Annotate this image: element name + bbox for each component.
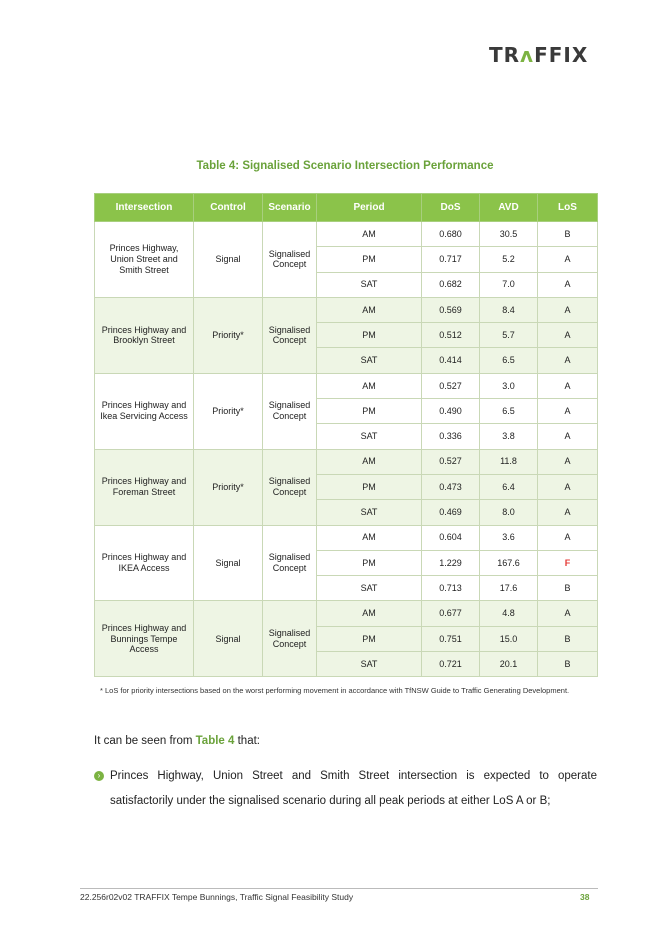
avd-cell: 5.2	[480, 247, 538, 272]
scenario-cell: Signalised Concept	[263, 222, 317, 298]
period-cell: PM	[317, 474, 422, 499]
dos-cell: 0.569	[422, 297, 480, 322]
avd-cell: 20.1	[480, 652, 538, 677]
avd-cell: 6.5	[480, 399, 538, 424]
column-header: DoS	[422, 194, 480, 222]
avd-cell: 15.0	[480, 626, 538, 651]
los-cell: A	[538, 348, 598, 373]
los-cell: B	[538, 626, 598, 651]
scenario-cell: Signalised Concept	[263, 601, 317, 677]
avd-cell: 30.5	[480, 222, 538, 247]
scenario-cell: Signalised Concept	[263, 525, 317, 601]
period-cell: AM	[317, 222, 422, 247]
column-header: Control	[194, 194, 263, 222]
los-cell: B	[538, 576, 598, 601]
column-header: Period	[317, 194, 422, 222]
avd-cell: 4.8	[480, 601, 538, 626]
los-cell: A	[538, 601, 598, 626]
period-cell: PM	[317, 247, 422, 272]
dos-cell: 0.527	[422, 373, 480, 398]
avd-cell: 8.4	[480, 297, 538, 322]
dos-cell: 0.469	[422, 500, 480, 525]
period-cell: PM	[317, 626, 422, 651]
period-cell: SAT	[317, 576, 422, 601]
footer-divider	[80, 888, 598, 889]
table-row	[95, 601, 598, 626]
intersection-performance-table	[94, 193, 598, 677]
los-cell: A	[538, 297, 598, 322]
period-cell: SAT	[317, 272, 422, 297]
dos-cell: 0.527	[422, 449, 480, 474]
intro-paragraph: It can be seen from Table 4 that:	[94, 735, 260, 747]
table-header-row	[95, 194, 598, 222]
dos-cell: 0.490	[422, 399, 480, 424]
intersection-cell: Princes Highway and Bunnings Tempe Access	[95, 601, 194, 677]
los-cell: A	[538, 373, 598, 398]
column-header: Intersection	[95, 194, 194, 222]
los-cell: A	[538, 247, 598, 272]
los-cell: A	[538, 399, 598, 424]
table-row	[95, 525, 598, 550]
table-row	[95, 222, 598, 247]
los-cell: A	[538, 449, 598, 474]
dos-cell: 0.680	[422, 222, 480, 247]
table-row	[95, 449, 598, 474]
period-cell: AM	[317, 525, 422, 550]
avd-cell: 7.0	[480, 272, 538, 297]
avd-cell: 167.6	[480, 550, 538, 575]
avd-cell: 11.8	[480, 449, 538, 474]
column-header: LoS	[538, 194, 598, 222]
intersection-cell: Princes Highway and Ikea Servicing Access	[95, 373, 194, 449]
table-reference-link[interactable]: Table 4	[195, 735, 235, 747]
avd-cell: 3.8	[480, 424, 538, 449]
period-cell: PM	[317, 550, 422, 575]
los-cell: A	[538, 474, 598, 499]
bullet-item	[94, 764, 597, 814]
dos-cell: 0.604	[422, 525, 480, 550]
traffix-logo: TRʌFFIX	[489, 43, 589, 67]
dos-cell: 0.682	[422, 272, 480, 297]
dos-cell: 0.473	[422, 474, 480, 499]
los-cell: B	[538, 652, 598, 677]
avd-cell: 17.6	[480, 576, 538, 601]
period-cell: AM	[317, 373, 422, 398]
column-header: Scenario	[263, 194, 317, 222]
chevron-right-icon: ›	[94, 771, 104, 781]
control-cell: Signal	[194, 525, 263, 601]
intersection-cell: Princes Highway and Brooklyn Street	[95, 297, 194, 373]
dos-cell: 0.717	[422, 247, 480, 272]
intersection-cell: Princes Highway and Foreman Street	[95, 449, 194, 525]
control-cell: Signal	[194, 601, 263, 677]
period-cell: AM	[317, 449, 422, 474]
control-cell: Priority*	[194, 449, 263, 525]
dos-cell: 0.677	[422, 601, 480, 626]
table-title: Table 4: Signalised Scenario Intersection Performance	[196, 160, 494, 172]
period-cell: PM	[317, 399, 422, 424]
period-cell: AM	[317, 297, 422, 322]
control-cell: Priority*	[194, 297, 263, 373]
column-header: AVD	[480, 194, 538, 222]
dos-cell: 1.229	[422, 550, 480, 575]
footer-text: 22.256r02v02 TRAFFIX Tempe Bunnings, Traffic Signal Feasibility Study	[80, 892, 354, 902]
page-number: 38	[580, 892, 590, 902]
los-cell: A	[538, 272, 598, 297]
intersection-cell: Princes Highway and IKEA Access	[95, 525, 194, 601]
los-cell: B	[538, 222, 598, 247]
control-cell: Signal	[194, 222, 263, 298]
los-cell: A	[538, 525, 598, 550]
avd-cell: 5.7	[480, 323, 538, 348]
table-footnote: * LoS for priority intersections based on the worst performing movement in accordance with TfNSW Guide to Traffic Generating Development.	[100, 686, 570, 695]
dos-cell: 0.721	[422, 652, 480, 677]
period-cell: PM	[317, 323, 422, 348]
los-cell: A	[538, 424, 598, 449]
period-cell: SAT	[317, 500, 422, 525]
dos-cell: 0.336	[422, 424, 480, 449]
avd-cell: 6.4	[480, 474, 538, 499]
avd-cell: 8.0	[480, 500, 538, 525]
period-cell: SAT	[317, 424, 422, 449]
los-cell: A	[538, 500, 598, 525]
intersection-cell: Princes Highway, Union Street and Smith Street	[95, 222, 194, 298]
scenario-cell: Signalised Concept	[263, 297, 317, 373]
period-cell: AM	[317, 601, 422, 626]
bullet-text: Princes Highway, Union Street and Smith Street intersection is expected to operate satisfactorily under the signalised scenario during all peak periods at either LoS A or B;	[110, 770, 597, 807]
period-cell: SAT	[317, 652, 422, 677]
table-row	[95, 297, 598, 322]
los-cell: A	[538, 323, 598, 348]
los-cell: F	[538, 550, 598, 575]
scenario-cell: Signalised Concept	[263, 373, 317, 449]
period-cell: SAT	[317, 348, 422, 373]
avd-cell: 3.6	[480, 525, 538, 550]
scenario-cell: Signalised Concept	[263, 449, 317, 525]
avd-cell: 3.0	[480, 373, 538, 398]
dos-cell: 0.713	[422, 576, 480, 601]
dos-cell: 0.414	[422, 348, 480, 373]
table-row	[95, 373, 598, 398]
control-cell: Priority*	[194, 373, 263, 449]
dos-cell: 0.751	[422, 626, 480, 651]
dos-cell: 0.512	[422, 323, 480, 348]
avd-cell: 6.5	[480, 348, 538, 373]
